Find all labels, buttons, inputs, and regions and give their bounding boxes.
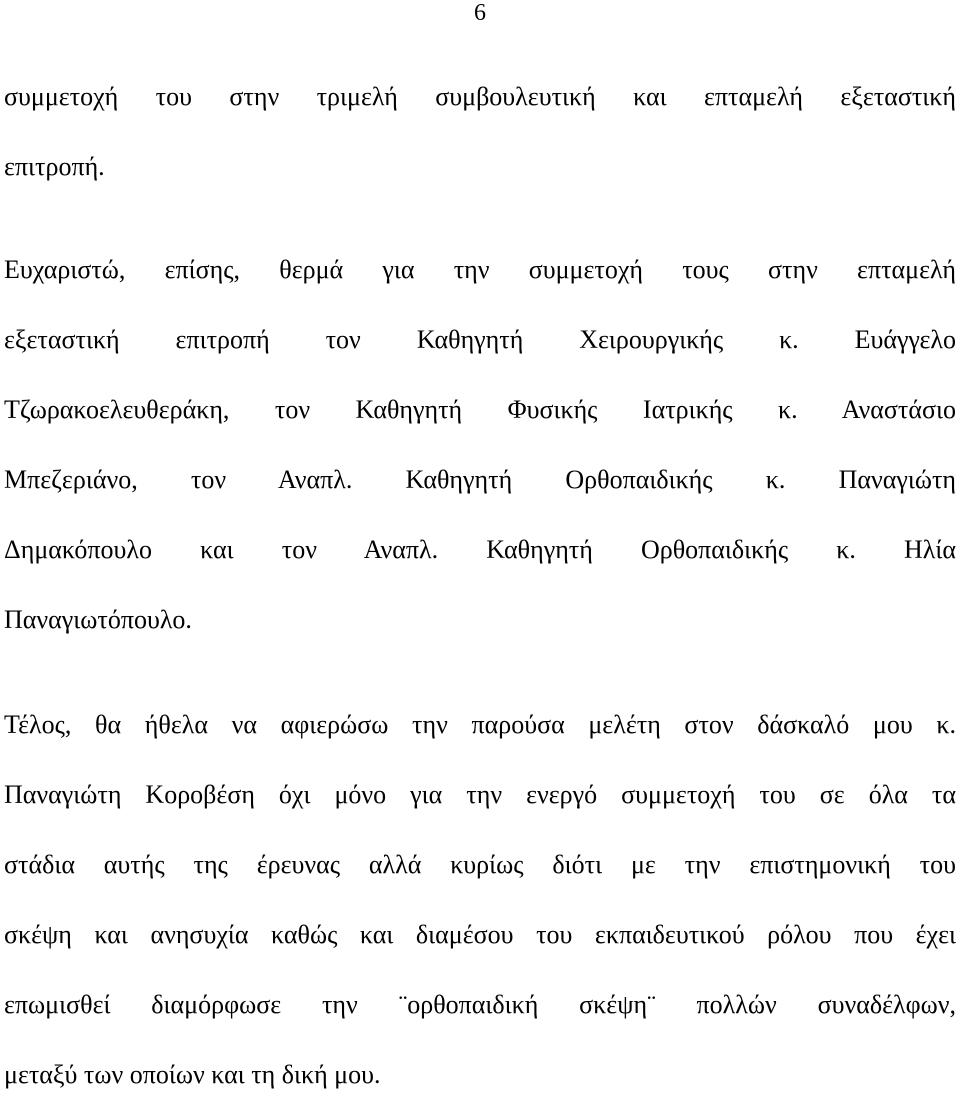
text-line: Παναγιώτη Κοροβέση όχι μόνο για την ενεργό συμμετοχή του σε όλα τα xyxy=(4,780,956,809)
text-line: σκέψη και ανησυχία καθώς και διαμέσου του εκπαιδευτικού ρόλου που έχει xyxy=(4,920,956,949)
text-line: επωμισθεί διαμόρφωσε την ¨ορθοπαιδική σκέψη¨ πολλών συναδέλφων, xyxy=(4,990,956,1019)
text-line: Δημακόπουλο και τον Αναπλ. Καθηγητή Ορθοπαιδικής κ. Ηλία xyxy=(4,535,956,564)
text-line: Ευχαριστώ, επίσης, θερμά για την συμμετοχή τους στην επταμελή xyxy=(4,255,956,284)
page-number: 6 xyxy=(474,0,486,26)
text-line: επιτροπή. xyxy=(4,152,105,181)
text-line: Παναγιωτόπουλο. xyxy=(4,605,192,634)
text-line: μεταξύ των οποίων και τη δική μου. xyxy=(4,1060,381,1089)
text-line: συμμετοχή του στην τριμελή συμβουλευτική και επταμελή εξεταστική xyxy=(4,82,956,111)
text-line: εξεταστική επιτροπή τον Καθηγητή Χειρουργικής κ. Ευάγγελο xyxy=(4,325,956,354)
text-line: Τζωρακοελευθεράκη, τον Καθηγητή Φυσικής Ιατρικής κ. Αναστάσιο xyxy=(4,395,956,424)
text-line: Μπεζεριάνο, τον Αναπλ. Καθηγητή Ορθοπαιδικής κ. Παναγιώτη xyxy=(4,465,956,494)
text-line: στάδια αυτής της έρευνας αλλά κυρίως διότι με την επιστημονική του xyxy=(4,850,956,879)
text-line: Τέλος, θα ήθελα να αφιερώσω την παρούσα μελέτη στον δάσκαλό μου κ. xyxy=(4,710,956,739)
